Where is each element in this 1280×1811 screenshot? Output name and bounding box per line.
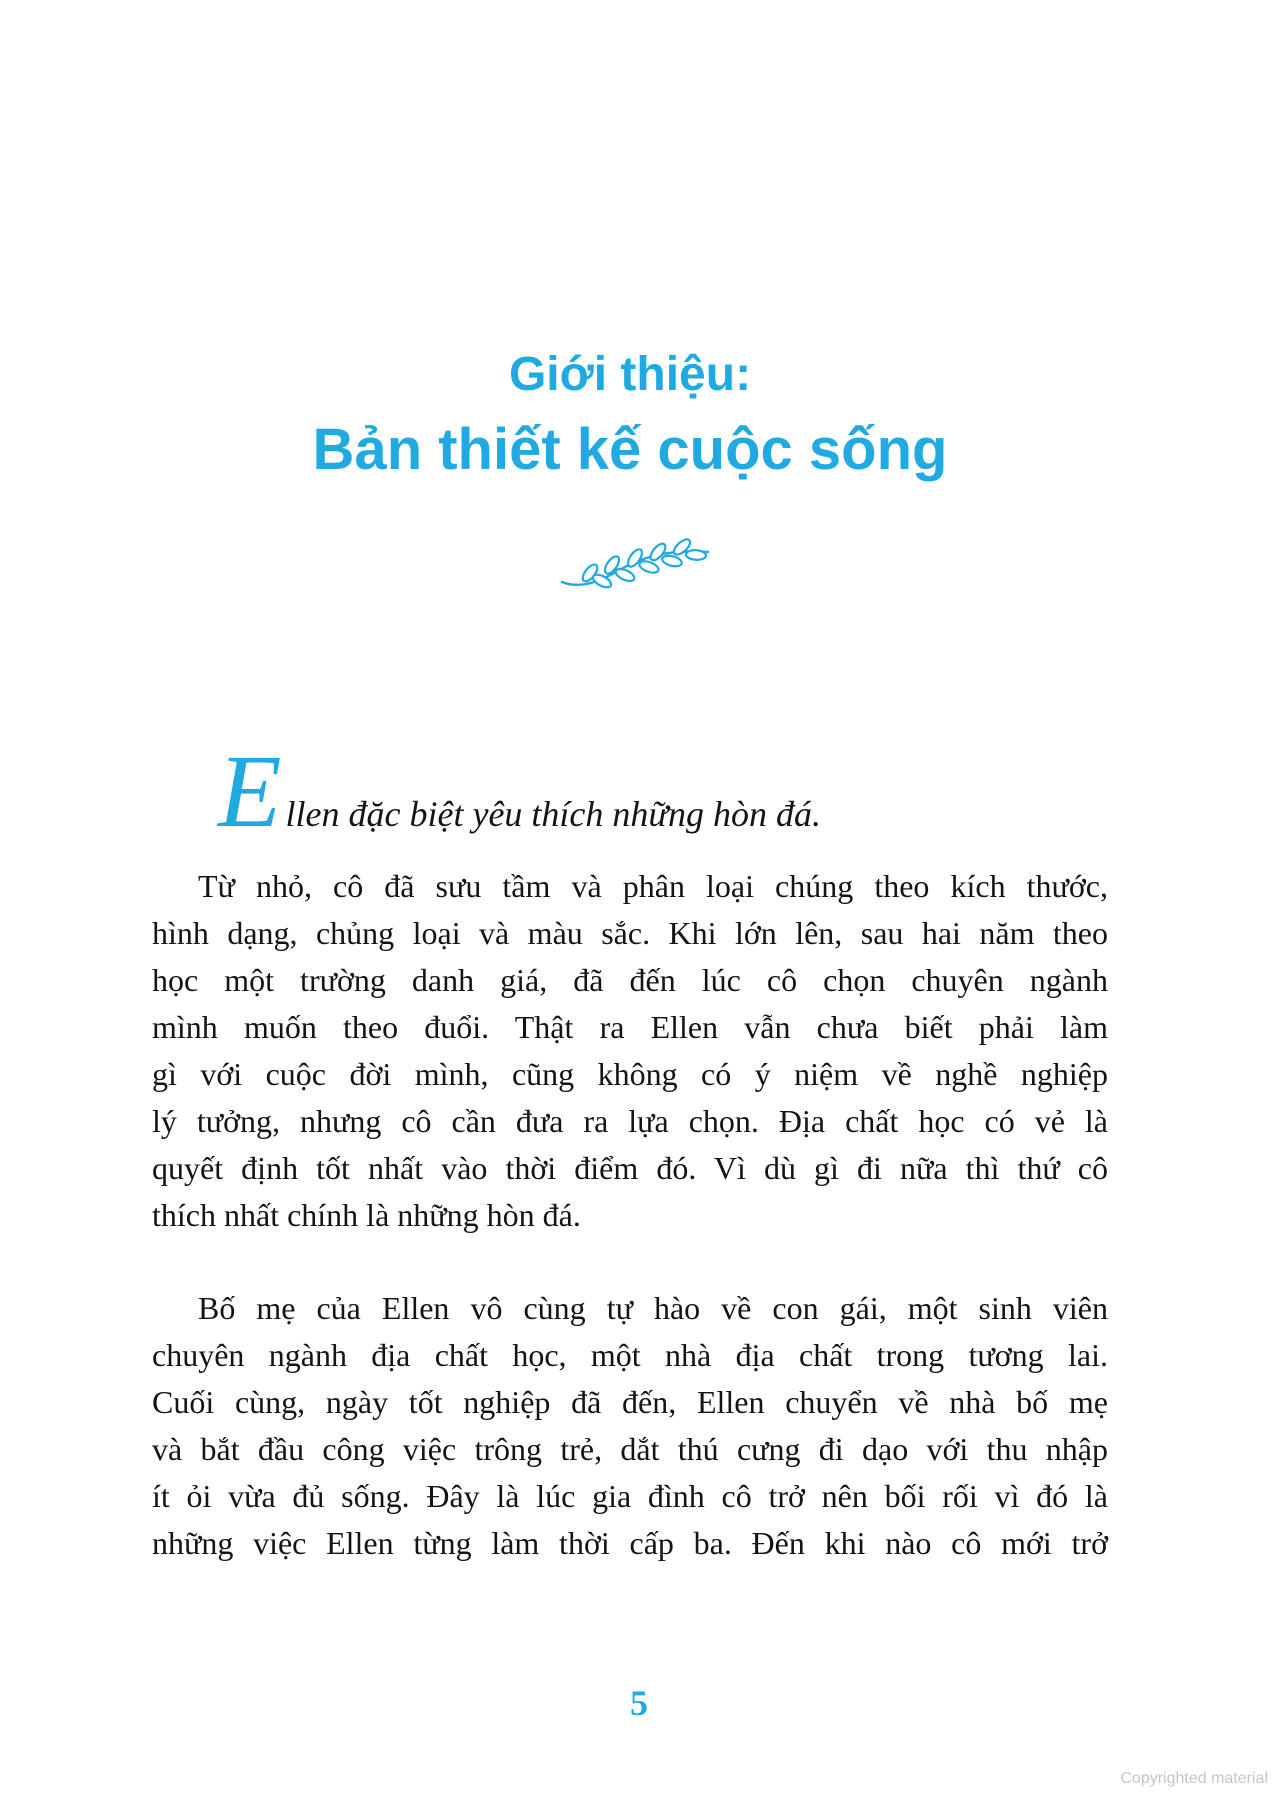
text-line: mình muốn theo đuổi. Thật ra Ellen vẫn chưa biết phải làm <box>152 1009 1108 1045</box>
paragraph-2 <box>152 1285 1108 1567</box>
drop-cap: E <box>218 734 282 849</box>
body-text <box>152 734 1108 1567</box>
page-number: 5 <box>630 1683 648 1723</box>
text-line: hình dạng, chủng loại và màu sắc. Khi lớn lên, sau hai năm theo <box>152 915 1108 951</box>
text-line: những việc Ellen từng làm thời cấp ba. Đến khi nào cô mới trở <box>152 1525 1108 1561</box>
chapter-title-line2: Bản thiết kế cuộc sống <box>312 417 948 482</box>
text-line: lý tưởng, nhưng cô cần đưa ra lựa chọn. Địa chất học có vẻ là <box>152 1103 1108 1139</box>
title-ornament <box>0 536 1270 595</box>
chapter-title-line1: Giới thiệu: <box>508 348 752 401</box>
text-line: ít ỏi vừa đủ sống. Đây là lúc gia đình cô trở nên bối rối vì đó là <box>152 1478 1108 1514</box>
text-line: quyết định tốt nhất vào thời điểm đó. Vì dù gì đi nữa thì thứ cô <box>152 1150 1108 1186</box>
opening-line <box>152 734 1108 863</box>
text-line: và bắt đầu công việc trông trẻ, dắt thú cưng đi dạo với thu nhập <box>152 1431 1108 1467</box>
text-line: chuyên ngành địa chất học, một nhà địa chất trong tương lai. <box>152 1337 1108 1373</box>
text-line: thích nhất chính là những hòn đá. <box>152 1197 581 1233</box>
text-line: Từ nhỏ, cô đã sưu tầm và phân loại chúng theo kích thước, <box>198 868 1108 904</box>
text-line: học một trường danh giá, đã đến lúc cô chọn chuyên ngành <box>152 962 1108 998</box>
chapter-title <box>0 342 1260 492</box>
text-line: gì với cuộc đời mình, cũng không có ý niệm về nghề nghiệp <box>152 1056 1108 1092</box>
opening-line-text: llen đặc biệt yêu thích những hòn đá. <box>285 794 822 834</box>
text-line: Bố mẹ của Ellen vô cùng tự hào về con gái, một sinh viên <box>198 1290 1108 1326</box>
paragraph-1 <box>152 863 1108 1239</box>
text-line: Cuối cùng, ngày tốt nghiệp đã đến, Ellen chuyển về nhà bố mẹ <box>152 1384 1108 1420</box>
leaf-vine-ornament-icon <box>559 536 711 590</box>
copyright-watermark: Copyrighted material <box>1120 1770 1268 1787</box>
